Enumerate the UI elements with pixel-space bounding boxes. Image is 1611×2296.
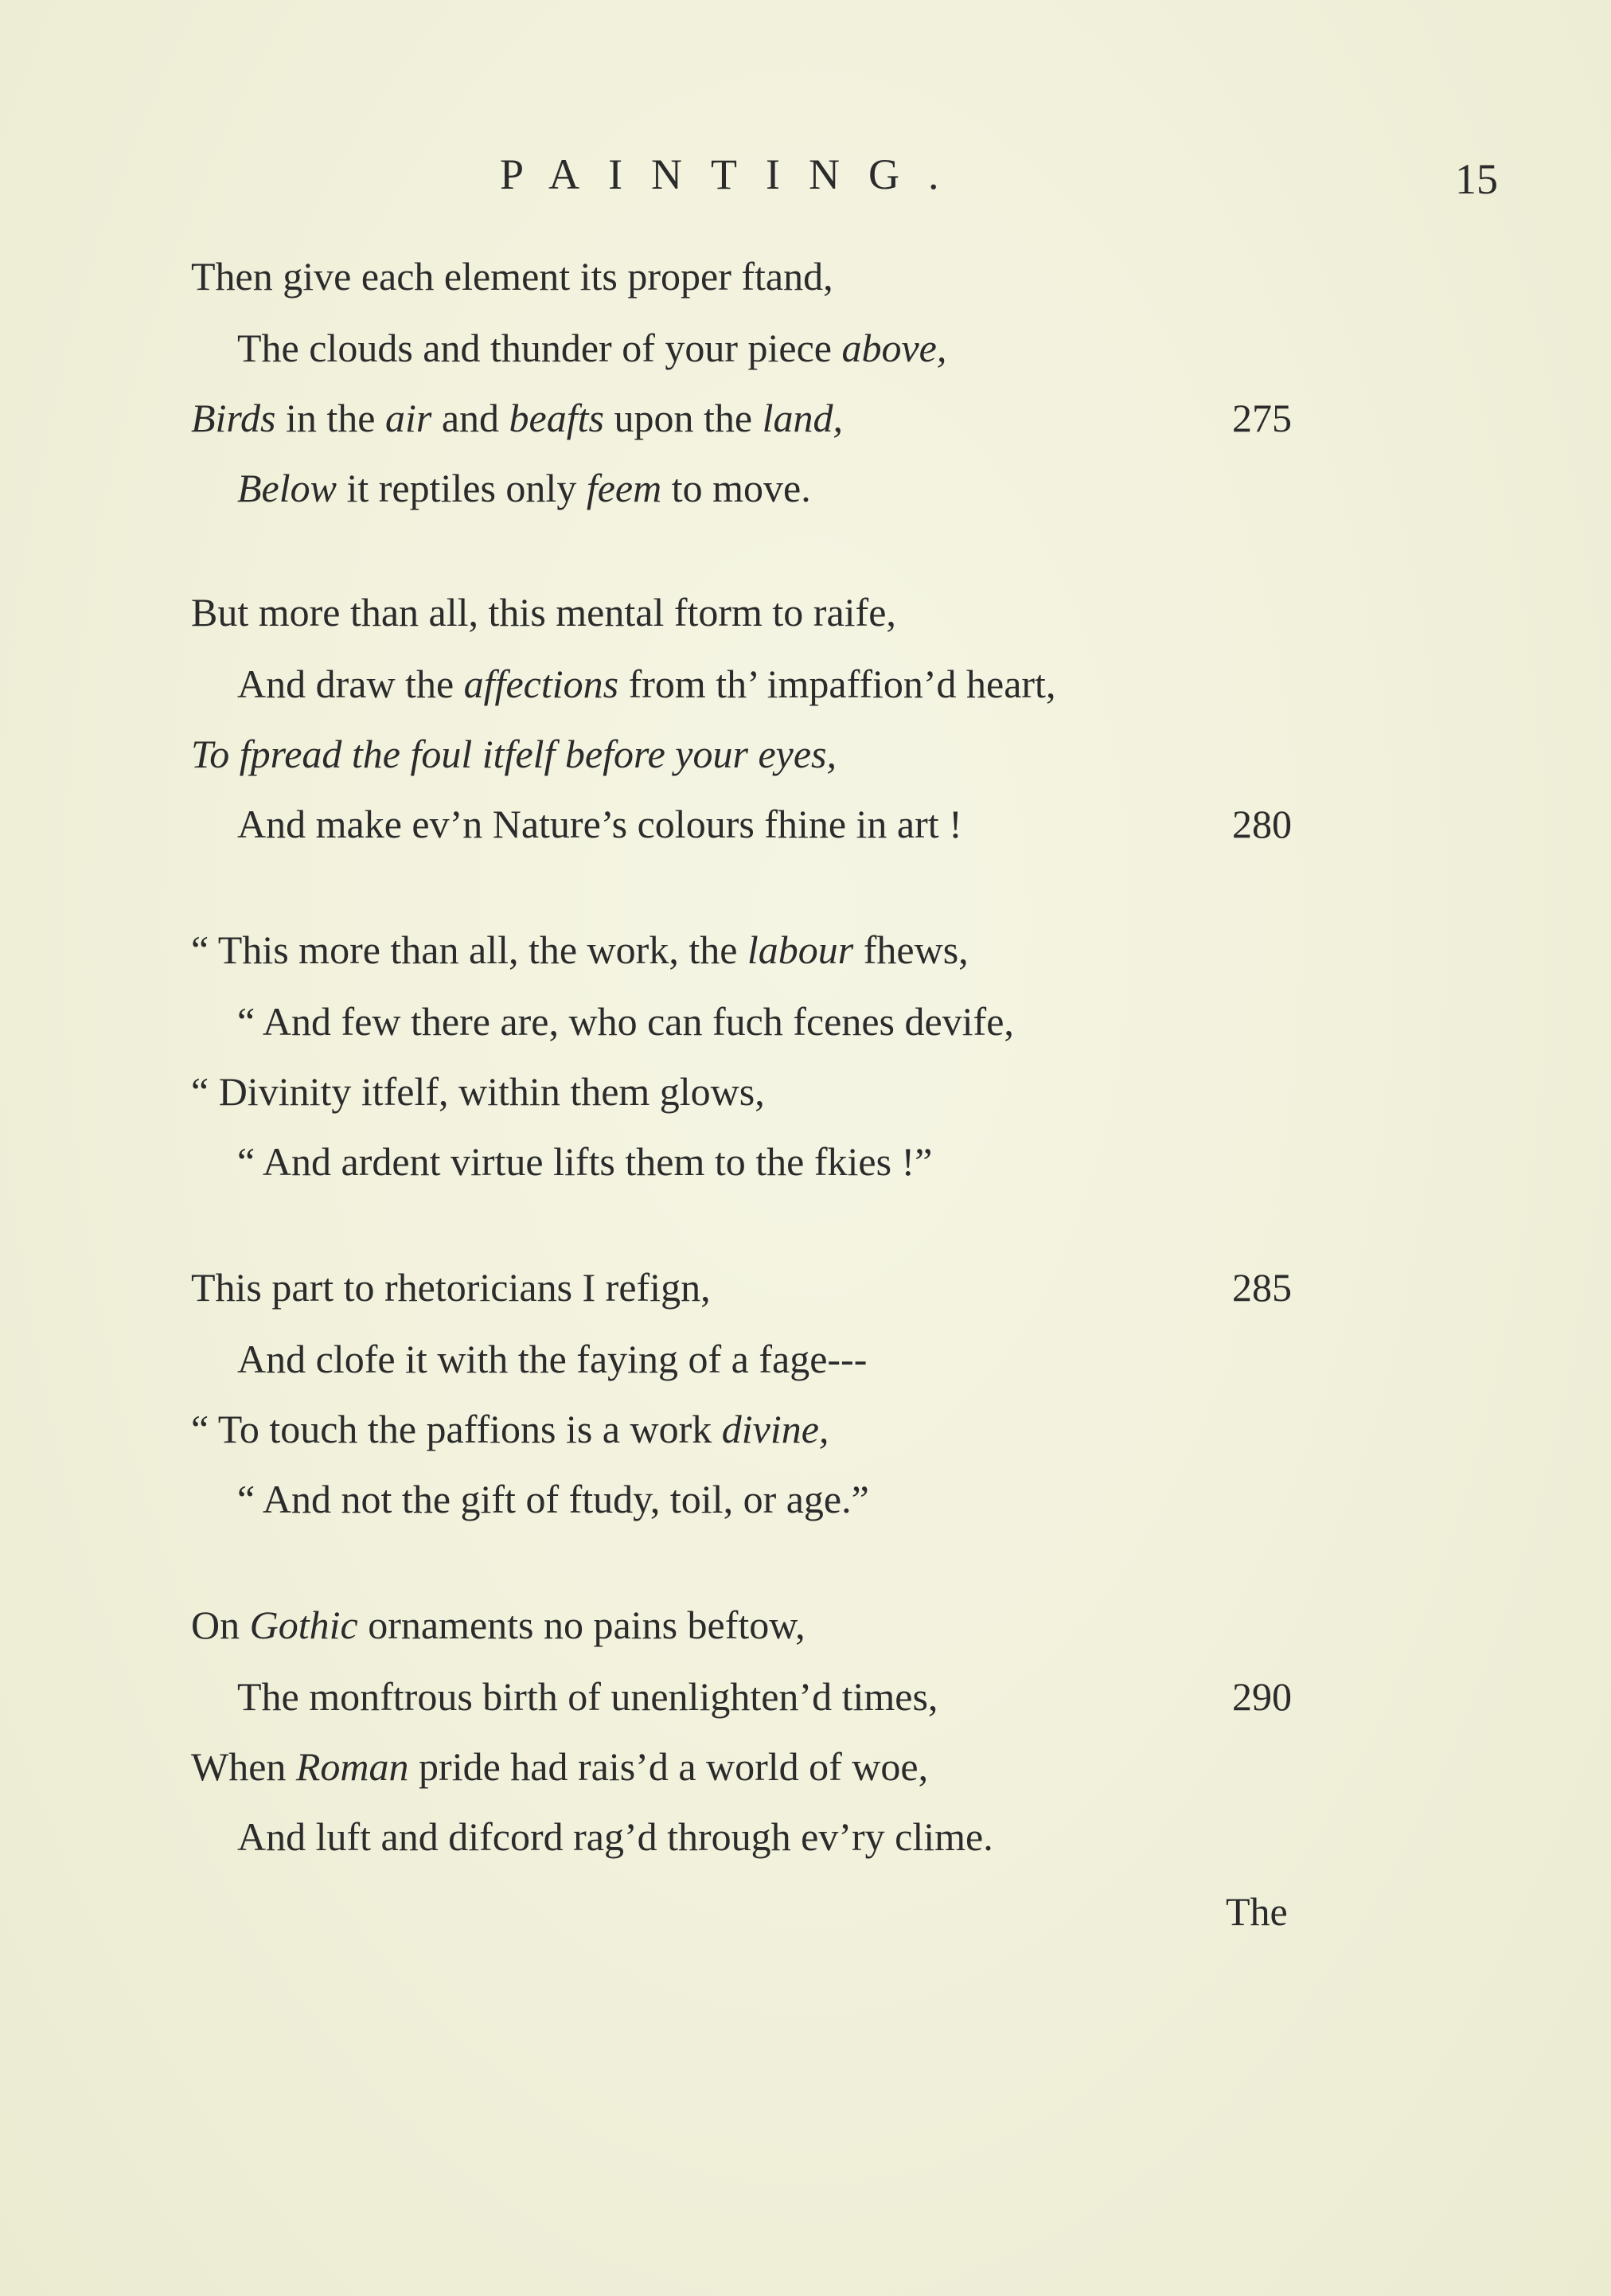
verse-text: And draw the (237, 662, 464, 706)
verse-line (237, 664, 1055, 704)
verse-text: And clofe it with the faying of a fage--- (237, 1337, 868, 1381)
verse-text: it reptiles only (336, 466, 587, 510)
running-title: PAINTING. (500, 150, 968, 198)
verse-text: to move. (661, 466, 811, 510)
verse-line (191, 590, 896, 635)
verse-line (237, 468, 811, 508)
verse-line (237, 999, 1014, 1044)
verse-line (191, 734, 837, 774)
verse-line (191, 1409, 829, 1449)
verse-text: “ Divinity itfelf, within them glows, (191, 1069, 765, 1114)
line-number: 285 (1232, 1265, 1292, 1310)
verse-text: Then give each element its proper ftand, (191, 254, 833, 299)
verse-text: in the (275, 396, 385, 440)
page-number: 15 (1455, 155, 1498, 203)
line-number: 280 (1232, 802, 1292, 846)
verse-text: “ This more than all, the work, the (191, 927, 747, 972)
verse-text: Gothic (249, 1603, 358, 1647)
verse-text: beafts (509, 396, 604, 440)
verse-text: and (431, 396, 509, 440)
verse-text: On (191, 1603, 250, 1647)
verse-text: upon the (603, 396, 763, 440)
verse-line (191, 1069, 765, 1114)
verse-text: And luft and difcord rag’d through ev’ry clime. (237, 1814, 993, 1859)
verse-text: But more than all, this mental ftorm to raife, (191, 590, 896, 635)
verse-line (191, 1265, 711, 1310)
verse-text: “ And ardent virtue lifts them to the fkies !” (237, 1139, 933, 1184)
verse-text: “ And few there are, who can fuch fcenes devife, (237, 999, 1014, 1044)
verse-text: above, (841, 326, 947, 370)
verse-text: affections (463, 662, 619, 706)
verse-text: When (191, 1744, 296, 1789)
catchword: The (1226, 1889, 1288, 1934)
verse-text: pride had rais’d a world of woe, (408, 1744, 929, 1789)
verse-text: “ And not the gift of ftudy, toil, or age.” (237, 1477, 869, 1521)
verse-text: ornaments no pains beftow, (357, 1603, 806, 1647)
verse-text: feem (586, 466, 662, 510)
verse-line (237, 1139, 933, 1184)
verse-line (191, 1744, 929, 1789)
verse-text: This part to rhetoricians I refign, (191, 1265, 711, 1310)
verse-line (237, 1674, 938, 1719)
verse-text: The clouds and thunder of your piece (237, 326, 842, 370)
verse-text: Roman (295, 1744, 409, 1789)
verse-line (237, 1814, 993, 1859)
verse-text: And make ev’n Nature’s colours fhine in art ! (237, 802, 962, 846)
line-number: 290 (1232, 1674, 1292, 1719)
verse-line (191, 1605, 806, 1645)
verse-line (191, 927, 969, 972)
line-number: 275 (1232, 396, 1292, 440)
verse-line (237, 328, 946, 368)
verse-text: land, (762, 396, 843, 440)
verse-text: The monftrous birth of unenlighten’d times, (237, 1674, 938, 1719)
verse-text: “ To touch the paffions is a work (191, 1407, 722, 1451)
verse-text: from th’ impaffion’d heart, (618, 662, 1056, 706)
verse-line (237, 1479, 869, 1519)
verse-text: divine, (721, 1407, 829, 1451)
verse-line (237, 1339, 867, 1379)
verse-text: fhews, (853, 927, 969, 972)
verse-text: labour (747, 927, 854, 972)
verse-line (237, 804, 962, 844)
verse-text: Birds (191, 396, 276, 440)
verse-text: air (384, 396, 432, 440)
verse-line (191, 254, 833, 299)
verse-text: To fpread the foul itfelf before your eyes, (191, 732, 837, 776)
verse-line (191, 398, 843, 438)
verse-text: Below (237, 466, 337, 510)
